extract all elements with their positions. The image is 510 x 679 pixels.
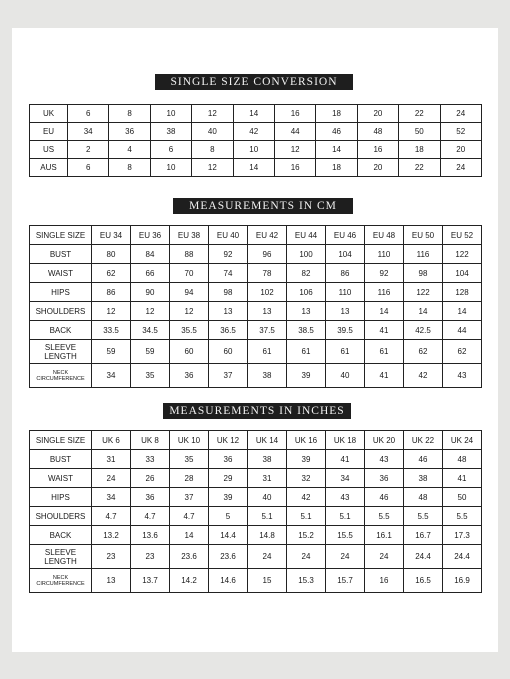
table-cell: 5.1 xyxy=(326,507,365,526)
table-cell: 104 xyxy=(443,264,482,283)
table-cell: 5.5 xyxy=(365,507,404,526)
inches-col-uk-16: UK 16 xyxy=(287,431,326,450)
table-cell: 14.2 xyxy=(170,569,209,593)
cm-col-eu-52: EU 52 xyxy=(443,226,482,245)
cm-row-sleeve-length xyxy=(30,340,482,364)
table-cell: 62 xyxy=(404,340,443,364)
row-label: BACK xyxy=(30,321,92,340)
table-cell: 39 xyxy=(209,488,248,507)
table-cell: 4.7 xyxy=(170,507,209,526)
table-cell: 14 xyxy=(404,302,443,321)
table-cell: 48 xyxy=(404,488,443,507)
table-cell: 116 xyxy=(365,283,404,302)
table-cell: 36 xyxy=(365,469,404,488)
table-cell: 14 xyxy=(316,141,357,159)
table-cell: 17.3 xyxy=(443,526,482,545)
table-cell: 23 xyxy=(131,545,170,569)
table-cell: 36 xyxy=(131,488,170,507)
table-cell: 10 xyxy=(150,159,191,177)
size-chart-sheet xyxy=(12,28,498,652)
table-cell: 61 xyxy=(326,340,365,364)
table-cell: 40 xyxy=(192,123,233,141)
table-cell: 15.3 xyxy=(287,569,326,593)
table-cell: 14 xyxy=(233,159,274,177)
table-cell: 12 xyxy=(131,302,170,321)
table-cell: 106 xyxy=(287,283,326,302)
table-cell: 12 xyxy=(274,141,315,159)
cm-col-eu-46: EU 46 xyxy=(326,226,365,245)
cm-title: MEASUREMENTS IN CM xyxy=(173,198,353,214)
table-cell: 5.5 xyxy=(443,507,482,526)
table-cell: 62 xyxy=(443,340,482,364)
table-cell: 34 xyxy=(92,364,131,388)
table-cell: 102 xyxy=(248,283,287,302)
table-cell: 36 xyxy=(209,450,248,469)
table-cell: 38 xyxy=(248,364,287,388)
table-cell: 37.5 xyxy=(248,321,287,340)
inches-col-uk-22: UK 22 xyxy=(404,431,443,450)
cm-col-eu-50: EU 50 xyxy=(404,226,443,245)
table-cell: 24 xyxy=(326,545,365,569)
row-label: WAIST xyxy=(30,264,92,283)
table-cell: 13 xyxy=(287,302,326,321)
inches-row-neck-circumference xyxy=(30,569,482,593)
table-cell: 41 xyxy=(443,469,482,488)
table-cell: 70 xyxy=(170,264,209,283)
inches-col-uk-10: UK 10 xyxy=(170,431,209,450)
table-cell: 48 xyxy=(357,123,398,141)
cm-header-row xyxy=(30,226,482,245)
conversion-row-eu xyxy=(30,123,482,141)
table-cell: 16 xyxy=(274,159,315,177)
row-label: HIPS xyxy=(30,488,92,507)
table-cell: 20 xyxy=(440,141,481,159)
table-cell: 13.2 xyxy=(92,526,131,545)
inches-row-waist xyxy=(30,469,482,488)
table-cell: 13 xyxy=(92,569,131,593)
table-cell: 59 xyxy=(92,340,131,364)
table-cell: 38 xyxy=(404,469,443,488)
table-cell: 15.5 xyxy=(326,526,365,545)
table-cell: 60 xyxy=(170,340,209,364)
table-cell: 88 xyxy=(170,245,209,264)
table-cell: 15.7 xyxy=(326,569,365,593)
cm-col-eu-38: EU 38 xyxy=(170,226,209,245)
inches-col-uk-24: UK 24 xyxy=(443,431,482,450)
table-cell: 24 xyxy=(440,105,481,123)
inches-col-uk-18: UK 18 xyxy=(326,431,365,450)
row-label: BUST xyxy=(30,245,92,264)
cm-row-neck-circumference xyxy=(30,364,482,388)
table-cell: 43 xyxy=(443,364,482,388)
table-cell: 14.4 xyxy=(209,526,248,545)
table-cell: 15.2 xyxy=(287,526,326,545)
table-cell: 50 xyxy=(399,123,440,141)
table-cell: 20 xyxy=(357,159,398,177)
table-cell: 62 xyxy=(92,264,131,283)
table-cell: 5.5 xyxy=(404,507,443,526)
table-cell: 34 xyxy=(92,488,131,507)
table-cell: 16.5 xyxy=(404,569,443,593)
table-cell: 13 xyxy=(209,302,248,321)
row-label: BACK xyxy=(30,526,92,545)
table-cell: 40 xyxy=(326,364,365,388)
cm-col-eu-44: EU 44 xyxy=(287,226,326,245)
table-cell: 48 xyxy=(443,450,482,469)
table-cell: 61 xyxy=(287,340,326,364)
conversion-table xyxy=(29,104,482,177)
table-cell: 98 xyxy=(404,264,443,283)
table-cell: 35.5 xyxy=(170,321,209,340)
inches-row-shoulders xyxy=(30,507,482,526)
cm-row-waist xyxy=(30,264,482,283)
table-cell: 60 xyxy=(209,340,248,364)
row-label: UK xyxy=(30,105,68,123)
table-cell: 5 xyxy=(209,507,248,526)
table-cell: 5.1 xyxy=(248,507,287,526)
table-cell: 18 xyxy=(316,159,357,177)
table-cell: 8 xyxy=(192,141,233,159)
table-cell: 14 xyxy=(233,105,274,123)
table-cell: 43 xyxy=(365,450,404,469)
table-cell: 36.5 xyxy=(209,321,248,340)
table-cell: 42.5 xyxy=(404,321,443,340)
cm-row-bust xyxy=(30,245,482,264)
table-cell: 16 xyxy=(274,105,315,123)
table-cell: 14 xyxy=(170,526,209,545)
table-cell: 16.9 xyxy=(443,569,482,593)
table-cell: 42 xyxy=(233,123,274,141)
table-cell: 36 xyxy=(109,123,150,141)
table-cell: 16 xyxy=(357,141,398,159)
table-cell: 41 xyxy=(326,450,365,469)
table-cell: 61 xyxy=(365,340,404,364)
table-cell: 6 xyxy=(68,159,109,177)
table-cell: 22 xyxy=(399,159,440,177)
row-label: EU xyxy=(30,123,68,141)
table-cell: 46 xyxy=(365,488,404,507)
conversion-row-uk xyxy=(30,105,482,123)
table-cell: 24 xyxy=(365,545,404,569)
table-cell: 40 xyxy=(248,488,287,507)
conversion-title: SINGLE SIZE CONVERSION xyxy=(155,74,353,90)
table-cell: 34.5 xyxy=(131,321,170,340)
row-label: SHOULDERS xyxy=(30,507,92,526)
row-label: NECK CIRCUMFERENCE xyxy=(30,364,92,388)
inches-col-uk-20: UK 20 xyxy=(365,431,404,450)
table-cell: 32 xyxy=(287,469,326,488)
table-cell: 6 xyxy=(68,105,109,123)
table-cell: 10 xyxy=(150,105,191,123)
table-cell: 14.6 xyxy=(209,569,248,593)
table-cell: 61 xyxy=(248,340,287,364)
table-cell: 18 xyxy=(399,141,440,159)
row-label: US xyxy=(30,141,68,159)
table-cell: 90 xyxy=(131,283,170,302)
table-cell: 10 xyxy=(233,141,274,159)
inches-header-label: SINGLE SIZE xyxy=(30,431,92,450)
table-cell: 33 xyxy=(131,450,170,469)
table-cell: 14 xyxy=(443,302,482,321)
table-cell: 28 xyxy=(170,469,209,488)
cm-row-back xyxy=(30,321,482,340)
table-cell: 34 xyxy=(326,469,365,488)
table-cell: 14.8 xyxy=(248,526,287,545)
table-cell: 38 xyxy=(248,450,287,469)
row-label: HIPS xyxy=(30,283,92,302)
row-label: BUST xyxy=(30,450,92,469)
table-cell: 110 xyxy=(326,283,365,302)
table-cell: 39 xyxy=(287,450,326,469)
inches-row-hips xyxy=(30,488,482,507)
table-cell: 86 xyxy=(326,264,365,283)
table-cell: 44 xyxy=(274,123,315,141)
cm-measurements-table xyxy=(29,225,482,388)
table-cell: 74 xyxy=(209,264,248,283)
table-cell: 16.1 xyxy=(365,526,404,545)
inches-col-uk-12: UK 12 xyxy=(209,431,248,450)
table-cell: 18 xyxy=(316,105,357,123)
table-cell: 96 xyxy=(248,245,287,264)
table-cell: 86 xyxy=(92,283,131,302)
inches-title: MEASUREMENTS IN INCHES xyxy=(163,403,351,419)
table-cell: 24.4 xyxy=(404,545,443,569)
inches-header-row xyxy=(30,431,482,450)
table-cell: 39 xyxy=(287,364,326,388)
table-cell: 42 xyxy=(404,364,443,388)
table-cell: 16 xyxy=(365,569,404,593)
table-cell: 43 xyxy=(326,488,365,507)
table-cell: 23.6 xyxy=(170,545,209,569)
table-cell: 4.7 xyxy=(131,507,170,526)
table-cell: 110 xyxy=(365,245,404,264)
table-cell: 34 xyxy=(68,123,109,141)
table-cell: 122 xyxy=(404,283,443,302)
table-cell: 23 xyxy=(92,545,131,569)
table-cell: 24 xyxy=(92,469,131,488)
table-cell: 41 xyxy=(365,321,404,340)
table-cell: 42 xyxy=(287,488,326,507)
table-cell: 44 xyxy=(443,321,482,340)
inches-col-uk-6: UK 6 xyxy=(92,431,131,450)
table-cell: 82 xyxy=(287,264,326,283)
cm-header-label: SINGLE SIZE xyxy=(30,226,92,245)
inches-row-sleeve-length xyxy=(30,545,482,569)
cm-col-eu-48: EU 48 xyxy=(365,226,404,245)
table-cell: 13 xyxy=(326,302,365,321)
table-cell: 14 xyxy=(365,302,404,321)
table-cell: 39.5 xyxy=(326,321,365,340)
table-cell: 26 xyxy=(131,469,170,488)
row-label: AUS xyxy=(30,159,68,177)
table-cell: 6 xyxy=(150,141,191,159)
table-cell: 128 xyxy=(443,283,482,302)
conversion-row-aus xyxy=(30,159,482,177)
table-cell: 29 xyxy=(209,469,248,488)
table-cell: 92 xyxy=(209,245,248,264)
table-cell: 4.7 xyxy=(92,507,131,526)
table-cell: 35 xyxy=(131,364,170,388)
row-label: SLEEVE LENGTH xyxy=(30,545,92,569)
table-cell: 38 xyxy=(150,123,191,141)
table-cell: 52 xyxy=(440,123,481,141)
table-cell: 80 xyxy=(92,245,131,264)
table-cell: 84 xyxy=(131,245,170,264)
cm-col-eu-40: EU 40 xyxy=(209,226,248,245)
row-label: NECK CIRCUMFERENCE xyxy=(30,569,92,593)
table-cell: 2 xyxy=(68,141,109,159)
table-cell: 24 xyxy=(248,545,287,569)
row-label: SHOULDERS xyxy=(30,302,92,321)
table-cell: 12 xyxy=(192,159,233,177)
table-cell: 66 xyxy=(131,264,170,283)
table-cell: 36 xyxy=(170,364,209,388)
table-cell: 16.7 xyxy=(404,526,443,545)
inches-row-back xyxy=(30,526,482,545)
row-label: SLEEVE LENGTH xyxy=(30,340,92,364)
table-cell: 94 xyxy=(170,283,209,302)
table-cell: 12 xyxy=(170,302,209,321)
table-cell: 22 xyxy=(399,105,440,123)
table-cell: 23.6 xyxy=(209,545,248,569)
table-cell: 8 xyxy=(109,159,150,177)
inches-col-uk-14: UK 14 xyxy=(248,431,287,450)
cm-col-eu-42: EU 42 xyxy=(248,226,287,245)
row-label: WAIST xyxy=(30,469,92,488)
table-cell: 100 xyxy=(287,245,326,264)
table-cell: 24.4 xyxy=(443,545,482,569)
conversion-row-us xyxy=(30,141,482,159)
table-cell: 5.1 xyxy=(287,507,326,526)
table-cell: 4 xyxy=(109,141,150,159)
table-cell: 46 xyxy=(404,450,443,469)
cm-col-eu-36: EU 36 xyxy=(131,226,170,245)
table-cell: 12 xyxy=(92,302,131,321)
table-cell: 46 xyxy=(316,123,357,141)
table-cell: 37 xyxy=(170,488,209,507)
table-cell: 33.5 xyxy=(92,321,131,340)
cm-row-hips xyxy=(30,283,482,302)
cm-row-shoulders xyxy=(30,302,482,321)
table-cell: 15 xyxy=(248,569,287,593)
table-cell: 31 xyxy=(92,450,131,469)
table-cell: 20 xyxy=(357,105,398,123)
table-cell: 104 xyxy=(326,245,365,264)
table-cell: 122 xyxy=(443,245,482,264)
inches-measurements-table xyxy=(29,430,482,593)
table-cell: 59 xyxy=(131,340,170,364)
table-cell: 50 xyxy=(443,488,482,507)
table-cell: 24 xyxy=(440,159,481,177)
inches-row-bust xyxy=(30,450,482,469)
table-cell: 35 xyxy=(170,450,209,469)
table-cell: 78 xyxy=(248,264,287,283)
table-cell: 13 xyxy=(248,302,287,321)
table-cell: 8 xyxy=(109,105,150,123)
table-cell: 116 xyxy=(404,245,443,264)
table-cell: 31 xyxy=(248,469,287,488)
table-cell: 12 xyxy=(192,105,233,123)
table-cell: 38.5 xyxy=(287,321,326,340)
cm-col-eu-34: EU 34 xyxy=(92,226,131,245)
inches-col-uk-8: UK 8 xyxy=(131,431,170,450)
table-cell: 92 xyxy=(365,264,404,283)
table-cell: 98 xyxy=(209,283,248,302)
table-cell: 37 xyxy=(209,364,248,388)
table-cell: 13.7 xyxy=(131,569,170,593)
table-cell: 13.6 xyxy=(131,526,170,545)
table-cell: 24 xyxy=(287,545,326,569)
table-cell: 41 xyxy=(365,364,404,388)
